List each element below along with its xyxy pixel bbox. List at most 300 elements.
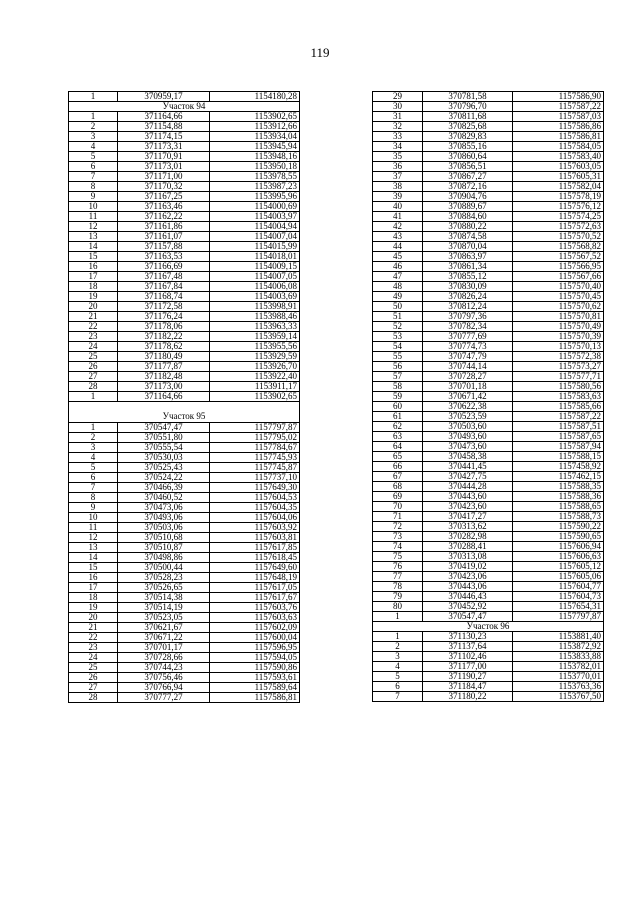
y-coordinate-cell: 1157572,63 [513, 222, 604, 232]
x-coordinate-cell: 370874,58 [423, 232, 513, 242]
table-row [69, 483, 300, 493]
y-coordinate-cell: 1153902,65 [210, 112, 300, 122]
point-number-cell: 59 [373, 392, 423, 402]
point-number-cell: 4 [69, 453, 118, 463]
table-row [69, 342, 300, 352]
x-coordinate-cell: 370781,58 [423, 92, 513, 102]
section-header-row [373, 622, 604, 632]
x-coordinate-cell: 371162,22 [118, 212, 210, 222]
x-coordinate-cell: 370444,28 [423, 482, 513, 492]
point-number-cell: 22 [69, 322, 118, 332]
x-coordinate-cell: 371190,27 [423, 672, 513, 682]
table-row [373, 272, 604, 282]
x-coordinate-cell: 371182,22 [118, 332, 210, 342]
y-coordinate-cell: 1157586,81 [513, 132, 604, 142]
point-number-cell: 19 [69, 292, 118, 302]
point-number-cell: 1 [373, 612, 423, 622]
table-row [373, 232, 604, 242]
point-number-cell: 28 [69, 693, 118, 703]
x-coordinate-cell: 370466,39 [118, 483, 210, 493]
y-coordinate-cell: 1157590,86 [210, 663, 300, 673]
y-coordinate-cell: 1157588,65 [513, 502, 604, 512]
point-number-cell: 16 [69, 262, 118, 272]
y-coordinate-cell: 1153963,33 [210, 322, 300, 332]
x-coordinate-cell: 370498,86 [118, 553, 210, 563]
point-number-cell: 53 [373, 332, 423, 342]
point-number-cell: 33 [373, 132, 423, 142]
point-number-cell: 5 [69, 152, 118, 162]
x-coordinate-cell: 371167,48 [118, 272, 210, 282]
table-row [69, 382, 300, 392]
y-coordinate-cell: 1157588,36 [513, 492, 604, 502]
point-number-cell: 43 [373, 232, 423, 242]
table-row [373, 212, 604, 222]
point-number-cell: 24 [69, 653, 118, 663]
point-number-cell: 15 [69, 252, 118, 262]
table-row [373, 112, 604, 122]
x-coordinate-cell: 371180,49 [118, 352, 210, 362]
y-coordinate-cell: 1157594,05 [210, 653, 300, 663]
table-row [69, 543, 300, 553]
point-number-cell: 23 [69, 643, 118, 653]
y-coordinate-cell: 1157570,62 [513, 302, 604, 312]
table-row [373, 422, 604, 432]
y-coordinate-cell: 1157570,52 [513, 232, 604, 242]
y-coordinate-cell: 1157570,13 [513, 342, 604, 352]
y-coordinate-cell: 1157795,02 [210, 433, 300, 443]
section-title: Участок 96 [373, 622, 604, 632]
table-row [69, 463, 300, 473]
point-number-cell: 11 [69, 523, 118, 533]
x-coordinate-cell: 370443,06 [423, 582, 513, 592]
table-row [373, 432, 604, 442]
x-coordinate-cell: 370766,94 [118, 683, 210, 693]
y-coordinate-cell: 1157605,31 [513, 172, 604, 182]
y-coordinate-cell: 1157587,22 [513, 412, 604, 422]
point-number-cell: 4 [373, 662, 423, 672]
y-coordinate-cell: 1154000,69 [210, 202, 300, 212]
table-row [373, 202, 604, 212]
table-row [69, 372, 300, 382]
point-number-cell: 36 [373, 162, 423, 172]
x-coordinate-cell: 370460,52 [118, 493, 210, 503]
y-coordinate-cell: 1157458,92 [513, 462, 604, 472]
y-coordinate-cell: 1157567,52 [513, 252, 604, 262]
x-coordinate-cell: 370880,22 [423, 222, 513, 232]
point-number-cell: 52 [373, 322, 423, 332]
table-row [373, 142, 604, 152]
x-coordinate-cell: 370500,44 [118, 563, 210, 573]
table-row [373, 302, 604, 312]
y-coordinate-cell: 1153881,40 [513, 632, 604, 642]
y-coordinate-cell: 1157649,60 [210, 563, 300, 573]
y-coordinate-cell: 1153767,50 [513, 692, 604, 702]
y-coordinate-cell: 1153945,94 [210, 142, 300, 152]
table-row [69, 673, 300, 683]
point-number-cell: 74 [373, 542, 423, 552]
table-row [69, 553, 300, 563]
page-number: 119 [310, 45, 330, 60]
left-coordinates-column [68, 91, 300, 703]
x-coordinate-cell: 370503,60 [423, 422, 513, 432]
table-row [373, 552, 604, 562]
point-number-cell: 14 [69, 242, 118, 252]
y-coordinate-cell: 1153782,01 [513, 662, 604, 672]
table-row [373, 562, 604, 572]
y-coordinate-cell: 1153929,59 [210, 352, 300, 362]
y-coordinate-cell: 1157587,22 [513, 102, 604, 112]
y-coordinate-cell: 1154007,05 [210, 272, 300, 282]
y-coordinate-cell: 1157604,53 [210, 493, 300, 503]
y-coordinate-cell: 1153978,55 [210, 172, 300, 182]
y-coordinate-cell: 1157587,51 [513, 422, 604, 432]
section-header-row [69, 402, 300, 423]
x-coordinate-cell: 370525,43 [118, 463, 210, 473]
y-coordinate-cell: 1157578,19 [513, 192, 604, 202]
table-row [69, 92, 300, 102]
y-coordinate-cell: 1154180,28 [210, 92, 300, 102]
point-number-cell: 38 [373, 182, 423, 192]
x-coordinate-cell: 370622,38 [423, 402, 513, 412]
y-coordinate-cell: 1153988,46 [210, 312, 300, 322]
y-coordinate-cell: 1157603,76 [210, 603, 300, 613]
y-coordinate-cell: 1157745,93 [210, 453, 300, 463]
point-number-cell: 19 [69, 603, 118, 613]
table-row [373, 122, 604, 132]
point-number-cell: 2 [373, 642, 423, 652]
table-row [69, 162, 300, 172]
point-number-cell: 54 [373, 342, 423, 352]
table-row [69, 423, 300, 433]
y-coordinate-cell: 1153763,36 [513, 682, 604, 692]
point-number-cell: 67 [373, 472, 423, 482]
x-coordinate-cell: 371171,00 [118, 172, 210, 182]
table-row [69, 433, 300, 443]
y-coordinate-cell: 1157604,77 [513, 582, 604, 592]
y-coordinate-cell: 1154006,08 [210, 282, 300, 292]
x-coordinate-cell: 371161,86 [118, 222, 210, 232]
y-coordinate-cell: 1157784,67 [210, 443, 300, 453]
x-coordinate-cell: 371172,58 [118, 302, 210, 312]
y-coordinate-cell: 1153998,91 [210, 302, 300, 312]
x-coordinate-cell: 370493,60 [423, 432, 513, 442]
table-row [69, 242, 300, 252]
table-row [69, 182, 300, 192]
y-coordinate-cell: 1157568,82 [513, 242, 604, 252]
point-number-cell: 66 [373, 462, 423, 472]
point-number-cell: 34 [373, 142, 423, 152]
x-coordinate-cell: 371157,88 [118, 242, 210, 252]
point-number-cell: 48 [373, 282, 423, 292]
x-coordinate-cell: 371166,69 [118, 262, 210, 272]
table-row [373, 662, 604, 672]
x-coordinate-cell: 370812,24 [423, 302, 513, 312]
x-coordinate-cell: 370423,60 [423, 502, 513, 512]
table-row [69, 352, 300, 362]
x-coordinate-cell: 370884,60 [423, 212, 513, 222]
y-coordinate-cell: 1157576,12 [513, 202, 604, 212]
table-row [373, 652, 604, 662]
x-coordinate-cell: 370417,27 [423, 512, 513, 522]
y-coordinate-cell: 1157566,95 [513, 262, 604, 272]
x-coordinate-cell: 370856,51 [423, 162, 513, 172]
point-number-cell: 18 [69, 282, 118, 292]
table-row [373, 462, 604, 472]
table-row [69, 663, 300, 673]
table-row [69, 523, 300, 533]
point-number-cell: 60 [373, 402, 423, 412]
point-number-cell: 8 [69, 493, 118, 503]
y-coordinate-cell: 1157590,65 [513, 532, 604, 542]
x-coordinate-cell: 370811,68 [423, 112, 513, 122]
point-number-cell: 80 [373, 602, 423, 612]
table-row [69, 453, 300, 463]
point-number-cell: 35 [373, 152, 423, 162]
point-number-cell: 51 [373, 312, 423, 322]
point-number-cell: 6 [373, 682, 423, 692]
y-coordinate-cell: 1157603,63 [210, 613, 300, 623]
point-number-cell: 40 [373, 202, 423, 212]
x-coordinate-cell: 371167,84 [118, 282, 210, 292]
point-number-cell: 46 [373, 262, 423, 272]
table-row [69, 392, 300, 402]
table-row [69, 503, 300, 513]
point-number-cell: 17 [69, 583, 118, 593]
y-coordinate-cell: 1157588,35 [513, 482, 604, 492]
table-row [69, 653, 300, 663]
y-coordinate-cell: 1157603,81 [210, 533, 300, 543]
table-row [69, 332, 300, 342]
point-number-cell: 18 [69, 593, 118, 603]
table-row [69, 142, 300, 152]
y-coordinate-cell: 1157649,30 [210, 483, 300, 493]
section-header-row [69, 102, 300, 112]
x-coordinate-cell: 370547,47 [118, 423, 210, 433]
point-number-cell: 3 [69, 132, 118, 142]
y-coordinate-cell: 1157593,61 [210, 673, 300, 683]
x-coordinate-cell: 370446,43 [423, 592, 513, 602]
point-number-cell: 1 [69, 112, 118, 122]
point-number-cell: 27 [69, 683, 118, 693]
y-coordinate-cell: 1153955,56 [210, 342, 300, 352]
y-coordinate-cell: 1157617,85 [210, 543, 300, 553]
y-coordinate-cell: 1153934,04 [210, 132, 300, 142]
x-coordinate-cell: 370867,27 [423, 172, 513, 182]
y-coordinate-cell: 1157596,95 [210, 643, 300, 653]
table-row [69, 132, 300, 142]
table-row [373, 692, 604, 702]
point-number-cell: 63 [373, 432, 423, 442]
x-coordinate-cell: 371184,47 [423, 682, 513, 692]
x-coordinate-cell: 371168,74 [118, 292, 210, 302]
point-number-cell: 5 [373, 672, 423, 682]
point-number-cell: 3 [69, 443, 118, 453]
table-row [373, 152, 604, 162]
table-row [69, 312, 300, 322]
table-row [69, 122, 300, 132]
y-coordinate-cell: 1157604,06 [210, 513, 300, 523]
x-coordinate-cell: 370744,23 [118, 663, 210, 673]
point-number-cell: 1 [69, 423, 118, 433]
y-coordinate-cell: 1157582,04 [513, 182, 604, 192]
x-coordinate-cell: 370510,68 [118, 533, 210, 543]
y-coordinate-cell: 1153833,88 [513, 652, 604, 662]
point-number-cell: 42 [373, 222, 423, 232]
table-row [373, 322, 604, 332]
x-coordinate-cell: 370441,45 [423, 462, 513, 472]
point-number-cell: 9 [69, 503, 118, 513]
y-coordinate-cell: 1157648,19 [210, 573, 300, 583]
point-number-cell: 65 [373, 452, 423, 462]
point-number-cell: 62 [373, 422, 423, 432]
x-coordinate-cell: 371163,46 [118, 202, 210, 212]
table-row [373, 672, 604, 682]
x-coordinate-cell: 370826,24 [423, 292, 513, 302]
y-coordinate-cell: 1153911,17 [210, 382, 300, 392]
table-row [69, 573, 300, 583]
x-coordinate-cell: 370547,47 [423, 612, 513, 622]
y-coordinate-cell: 1157587,03 [513, 112, 604, 122]
point-number-cell: 14 [69, 553, 118, 563]
table-row [69, 533, 300, 543]
y-coordinate-cell: 1157589,64 [210, 683, 300, 693]
y-coordinate-cell: 1157603,92 [210, 523, 300, 533]
table-row [373, 682, 604, 692]
point-number-cell: 8 [69, 182, 118, 192]
y-coordinate-cell: 1157600,04 [210, 633, 300, 643]
point-number-cell: 1 [69, 392, 118, 402]
table-row [373, 532, 604, 542]
point-number-cell: 78 [373, 582, 423, 592]
point-number-cell: 23 [69, 332, 118, 342]
point-number-cell: 3 [373, 652, 423, 662]
point-number-cell: 2 [69, 433, 118, 443]
table-row [373, 332, 604, 342]
table-row [373, 442, 604, 452]
y-coordinate-cell: 1157797,87 [210, 423, 300, 433]
table-row [69, 643, 300, 653]
table-row [373, 342, 604, 352]
x-coordinate-cell: 370872,16 [423, 182, 513, 192]
table-row [69, 112, 300, 122]
table-row [69, 362, 300, 372]
table-row [69, 593, 300, 603]
table-row [373, 262, 604, 272]
y-coordinate-cell: 1157585,66 [513, 402, 604, 412]
table-row [373, 162, 604, 172]
table-row [373, 132, 604, 142]
table-row [373, 592, 604, 602]
x-coordinate-cell: 370503,06 [118, 523, 210, 533]
table-row [69, 252, 300, 262]
table-row [373, 402, 604, 412]
table-row [373, 452, 604, 462]
point-number-cell: 56 [373, 362, 423, 372]
point-number-cell: 4 [69, 142, 118, 152]
y-coordinate-cell: 1157567,66 [513, 272, 604, 282]
y-coordinate-cell: 1157605,06 [513, 572, 604, 582]
point-number-cell: 26 [69, 362, 118, 372]
y-coordinate-cell: 1157570,81 [513, 312, 604, 322]
x-coordinate-cell: 370777,69 [423, 332, 513, 342]
point-number-cell: 75 [373, 552, 423, 562]
table-row [69, 443, 300, 453]
point-number-cell: 47 [373, 272, 423, 282]
point-number-cell: 6 [69, 473, 118, 483]
point-number-cell: 68 [373, 482, 423, 492]
table-row [69, 212, 300, 222]
x-coordinate-cell: 371174,15 [118, 132, 210, 142]
table-row [373, 602, 604, 612]
y-coordinate-cell: 1157606,63 [513, 552, 604, 562]
table-row [69, 272, 300, 282]
x-coordinate-cell: 370959,17 [118, 92, 210, 102]
table-row [373, 612, 604, 622]
point-number-cell: 31 [373, 112, 423, 122]
table-row [373, 372, 604, 382]
table-row [69, 172, 300, 182]
point-number-cell: 26 [69, 673, 118, 683]
table-row [373, 642, 604, 652]
table-row [69, 262, 300, 272]
right-coordinates-column [372, 91, 604, 702]
x-coordinate-cell: 371180,22 [423, 692, 513, 702]
x-coordinate-cell: 371137,64 [423, 642, 513, 652]
x-coordinate-cell: 370524,22 [118, 473, 210, 483]
y-coordinate-cell: 1154007,04 [210, 232, 300, 242]
point-number-cell: 16 [69, 573, 118, 583]
table-row [373, 572, 604, 582]
y-coordinate-cell: 1157570,39 [513, 332, 604, 342]
table-row [373, 362, 604, 372]
point-number-cell: 21 [69, 623, 118, 633]
x-coordinate-cell: 371167,25 [118, 192, 210, 202]
y-coordinate-cell: 1157606,94 [513, 542, 604, 552]
point-number-cell: 24 [69, 342, 118, 352]
y-coordinate-cell: 1157570,40 [513, 282, 604, 292]
x-coordinate-cell: 370855,16 [423, 142, 513, 152]
y-coordinate-cell: 1154018,01 [210, 252, 300, 262]
point-number-cell: 7 [69, 172, 118, 182]
y-coordinate-cell: 1157587,65 [513, 432, 604, 442]
x-coordinate-cell: 370514,38 [118, 593, 210, 603]
point-number-cell: 50 [373, 302, 423, 312]
y-coordinate-cell: 1157583,63 [513, 392, 604, 402]
y-coordinate-cell: 1153922,40 [210, 372, 300, 382]
table-row [373, 192, 604, 202]
x-coordinate-cell: 370861,34 [423, 262, 513, 272]
point-number-cell: 22 [69, 633, 118, 643]
y-coordinate-cell: 1157586,86 [513, 122, 604, 132]
x-coordinate-cell: 370671,22 [118, 633, 210, 643]
y-coordinate-cell: 1157737,10 [210, 473, 300, 483]
y-coordinate-cell: 1157590,22 [513, 522, 604, 532]
section-title: Участок 94 [69, 102, 300, 112]
y-coordinate-cell: 1157462,15 [513, 472, 604, 482]
table-row [69, 222, 300, 232]
point-number-cell: 64 [373, 442, 423, 452]
point-number-cell: 71 [373, 512, 423, 522]
x-coordinate-cell: 371182,48 [118, 372, 210, 382]
point-number-cell: 39 [373, 192, 423, 202]
point-number-cell: 7 [373, 692, 423, 702]
table-row [69, 683, 300, 693]
x-coordinate-cell: 370551,80 [118, 433, 210, 443]
point-number-cell: 49 [373, 292, 423, 302]
table-row [69, 693, 300, 703]
table-row [373, 412, 604, 422]
x-coordinate-cell: 370423,06 [423, 572, 513, 582]
